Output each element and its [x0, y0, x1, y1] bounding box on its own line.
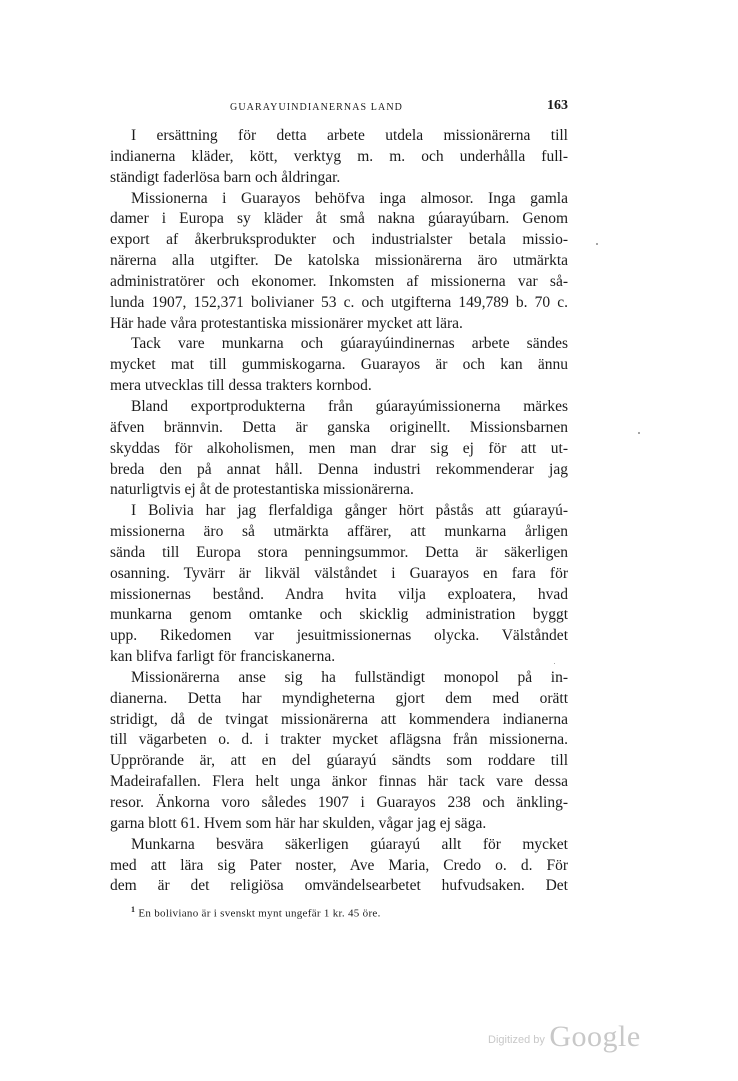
text-line: sända till Europa stora penningsummor. Detta är säkerligen — [110, 543, 568, 561]
watermark-brand: Google — [549, 1020, 641, 1053]
text-line: damer i Europa sy kläder åt små nakna gúarayúbarn. Genom — [110, 210, 568, 228]
text-line: administratörer och ekonomer. Inkomsten af missionerna var så- — [110, 272, 568, 290]
digitized-by-google-watermark — [488, 1020, 641, 1054]
running-title: GUARAYUINDIANERNAS LAND — [230, 102, 403, 113]
text-line: ständigt faderlösa barn och åldringar. — [110, 168, 341, 186]
paper-speck — [638, 432, 640, 434]
text-line: osanning. Tyvärr är likväl välståndet i Guarayos en fara för — [110, 564, 568, 582]
text-line: dem är det religiösa omvändelsearbetet hufvudsaken. Det — [110, 877, 568, 895]
text-line: stridigt, då de tvingat missionärerna att kommendera indianerna — [110, 710, 568, 728]
text-line: mycket mat till gummiskogarna. Guarayos är och kan ännu — [110, 356, 568, 374]
text-line: kan blifva farligt för franciskanerna. — [110, 648, 336, 666]
text-line: missionerna äro så utmärkta affärer, att munkarna årligen — [110, 523, 568, 541]
page-number: 163 — [547, 98, 568, 113]
text-line: Missionärerna anse sig ha fullständigt monopol på in- — [131, 668, 568, 686]
text-line: naturligtvis ej åt de protestantiska missionärerna. — [110, 481, 414, 499]
text-line: breda den på annat håll. Denna industri rekommenderar jag — [110, 460, 568, 478]
text-line: Upprörande är, att en del gúarayú sändts som roddare till — [110, 752, 568, 770]
text-line: närerna alla utgifter. De katolska missionärerna äro utmärkta — [110, 252, 568, 270]
paper-speck — [554, 663, 555, 664]
text-line: export af åkerbruksprodukter och industrialster betala missio- — [110, 231, 568, 249]
text-line: missionernas bestånd. Andra hvita vilja exploatera, hvad — [110, 585, 568, 603]
text-line: Här hade våra protestantiska missionärer mycket att lära. — [110, 314, 463, 332]
text-line: garna blott 61. Hvem som här har skulden, vågar jag ej säga. — [110, 814, 487, 832]
text-line: dianerna. Detta har myndigheterna gjort dem med orätt — [110, 689, 568, 707]
watermark-prefix: Digitized by — [488, 1034, 545, 1046]
text-line: Madeirafallen. Flera helt unga änkor finnas här tack vare dessa — [110, 773, 568, 791]
footnote-marker: 1 — [131, 905, 136, 914]
text-line: mera utvecklas till dessa trakters kornbod. — [110, 377, 372, 395]
text-line: Munkarna besvära säkerligen gúarayú allt för mycket — [131, 835, 568, 853]
text-line: I Bolivia har jag flerfaldiga gånger hört påstås att gúarayú- — [131, 502, 568, 520]
text-line: Tack vare munkarna och gúarayúindinernas arbete sändes — [131, 335, 568, 353]
footnote — [131, 905, 381, 920]
text-line: Missionerna i Guarayos behöfva inga almosor. Inga gamla — [131, 189, 568, 207]
text-line: skyddas för alkoholismen, men man drar sig ej för att ut- — [110, 439, 568, 457]
body-text — [110, 126, 568, 897]
running-head — [110, 96, 568, 116]
text-line: lunda 1907, 152,371 bolivianer 53 c. och utgifterna 149,789 b. 70 c. — [110, 293, 568, 311]
text-line: med att lära sig Pater noster, Ave Maria, Credo o. d. För — [110, 856, 568, 874]
text-line: I ersättning för detta arbete utdela missionärerna till — [131, 127, 568, 144]
footnote-text: En boliviano är i svenskt mynt ungefär 1 kr. 45 öre. — [138, 907, 381, 920]
text-line: upp. Rikedomen var jesuitmissionernas olycka. Välståndet — [110, 627, 568, 645]
text-line: resor. Änkorna voro således 1907 i Guarayos 238 och änkling- — [110, 794, 568, 811]
text-line: äfven brännvin. Detta är ganska originellt. Missionsbarnen — [110, 418, 568, 436]
paper-speck — [596, 243, 598, 245]
text-line: Bland exportprodukterna från gúarayúmissionerna märkes — [131, 397, 568, 415]
text-line: indianerna kläder, kött, verktyg m. m. och underhålla full- — [110, 147, 568, 165]
text-line: till vägarbeten o. d. i trakter mycket aflägsna från missionerna. — [110, 731, 568, 749]
text-line: munkarna genom omtanke och skicklig administration byggt — [110, 606, 568, 624]
